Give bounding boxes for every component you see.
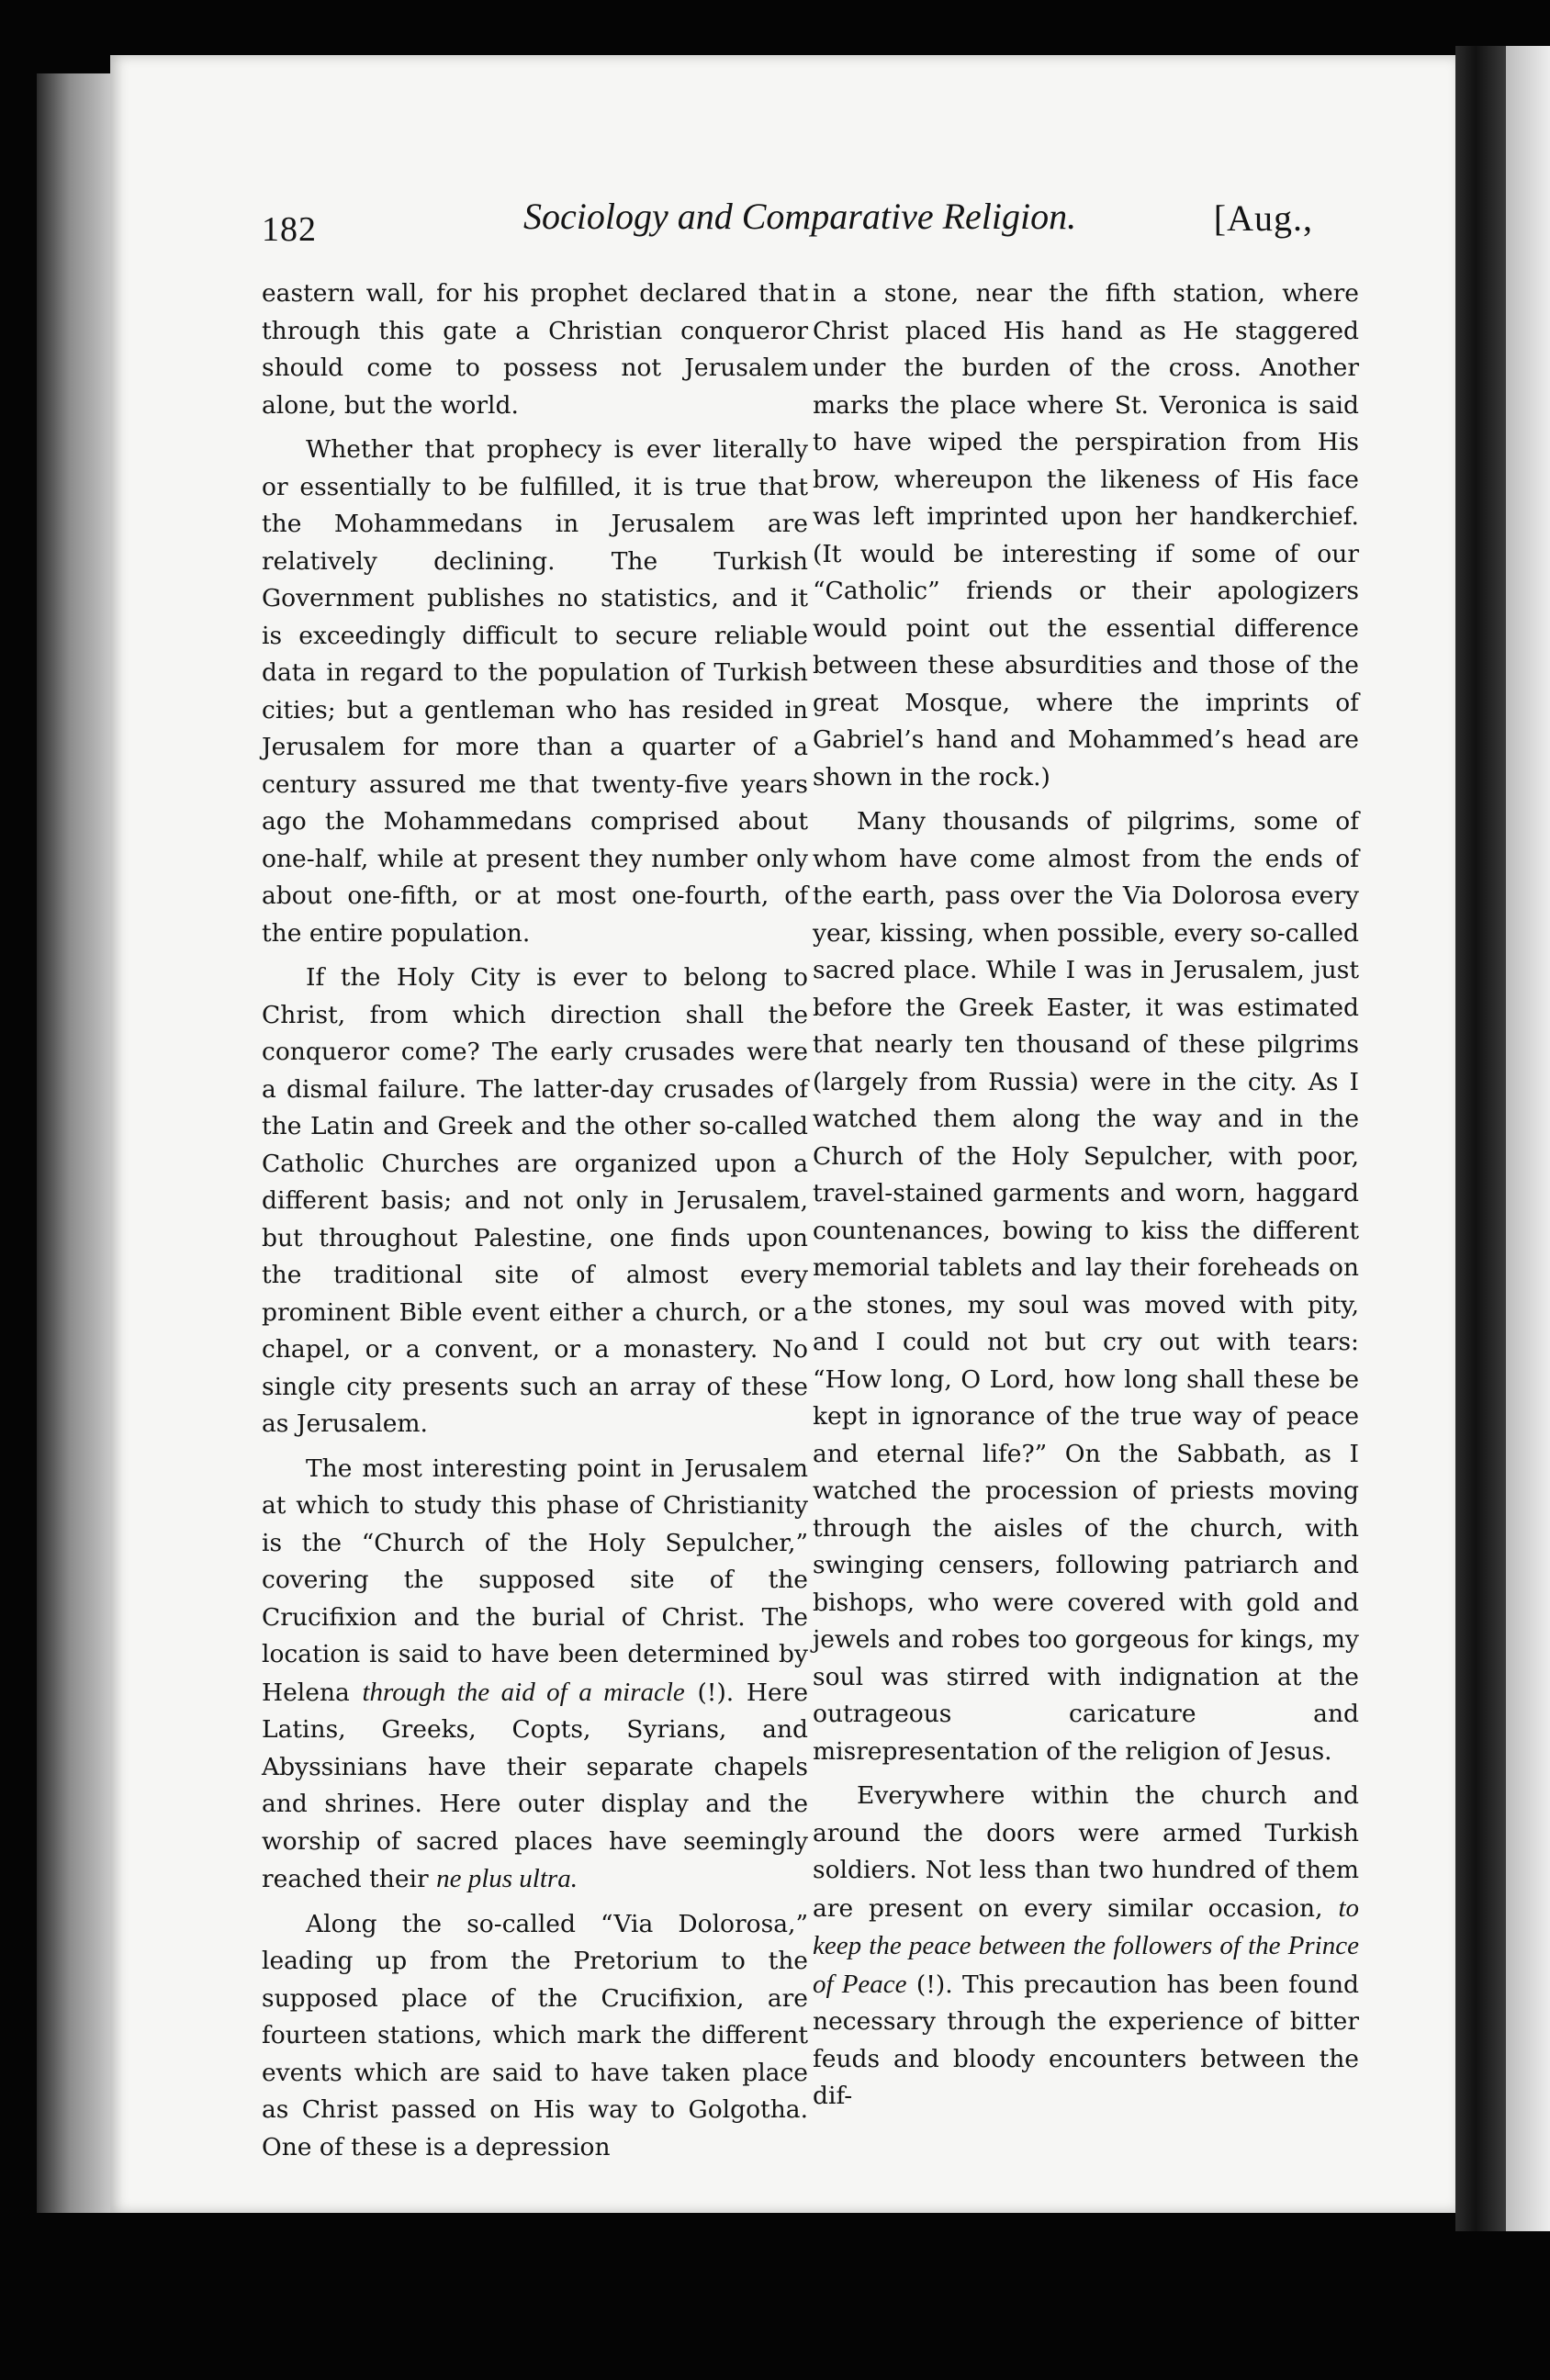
adjacent-page-edge <box>1506 46 1550 2231</box>
page-header <box>262 195 1322 259</box>
running-title: Sociology and Comparative Religion. <box>523 196 1077 237</box>
text-run: The most interesting point in Jerusalem at which to study this phase of Christianity is the “Church of the Holy Sepulcher,” covering the supposed site of the Crucifixion and the burial of Christ. The location is said to have been determined by Helena <box>262 1454 808 1707</box>
paragraph: Along the so-called “Via Dolorosa,” leading up from the Pretorium to the supposed place of the Crucifixion, are fourteen stations, which mark the different events which are said to have taken place as Christ passed on His way to Golgotha. One of these is a depression <box>262 1909 808 2161</box>
book-gutter <box>37 73 119 2213</box>
paragraph: Many thousands of pilgrims, some of whom have come almost from the ends of the earth, pass over the Via Dolorosa every year, kissing, when possible, every so-called sacred place. While I was in Jerusalem, just before the Greek Easter, it was estimated that nearly ten thousand of these pilgrims (largely from Russia) were in the city. As I watched them along the way and in the Church of the Holy Sepulcher, with poor, travel-stained garments and worn, haggard countenances, bowing to kiss the different memorial tablets and lay their foreheads on the stones, my soul was moved with pity, and I could not but cry out with tears: “How long, O Lord, how long shall these be kept in ignorance of the true way of peace and eternal life?” On the Sabbath, as I watched the procession of priests moving through the aisles of the church, with swinging censers, following patriarch and bishops, who were covered with gold and jewels and robes too gorgeous for kings, my soul was stirred with indignation at the outrageous caricature and misrepresentation of the religion of Jesus. <box>813 807 1359 1766</box>
page-number: 182 <box>262 210 317 249</box>
left-column <box>262 275 808 2173</box>
paragraph: eastern wall, for his prophet declared that through this gate a Christian conqueror should come to possess not Jerusalem alone, but the world. <box>262 279 808 420</box>
paragraph: If the Holy City is ever to belong to Christ, from which direction shall the conqueror come? The early crusades were a dismal failure. The latter-day crusades of the Latin and Greek and the other so-called Catholic Churches are organized upon a different basis; and not only in Jerusalem, but throughout Palestine, one finds upon the traditional site of almost every prominent Bible event either a church, or a chapel, or a convent, or a monastery. No single city presents such an array of these as Jerusalem. <box>262 963 808 1438</box>
book-spine-shadow <box>1455 46 1506 2231</box>
section-mark: [Aug., <box>1213 197 1313 239</box>
paragraph <box>813 1778 1359 2116</box>
italic-phrase: through the aid of a miracle <box>362 1677 685 1707</box>
text-run: Everywhere within the church and around the doors were armed Turkish soldiers. Not less than two hundred of them are present on every similar occasion, <box>813 1781 1359 1923</box>
paragraph: in a stone, near the fifth station, where Christ placed His hand as He staggered under the burden of the cross. Another marks the place where St. Veronica is said to have wiped the perspiration from His brow, whereupon the likeness of His face was left imprinted upon her handkerchief. (It would be interesting if some of our “Catholic” friends or their apologizers would point out the essential difference between these absurdities and those of the great Mosque, where the imprints of Gabriel’s hand and Mohammed’s head are shown in the rock.) <box>813 279 1359 791</box>
text-run: (!). This precaution has been found necessary through the experience of bitter feuds and bloody encounters between the dif- <box>813 1970 1359 2110</box>
paragraph: Whether that prophecy is ever literally or essentially to be fulfilled, it is true that the Mohammedans in Jerusalem are relatively declining. The Turkish Government publishes no statistics, and it is exceedingly difficult to secure reliable data in regard to the population of Turkish cities; but a gentleman who has resided in Jerusalem for more than a quarter of a century assured me that twenty-five years ago the Mohammedans comprised about one-half, while at present they number only about one-fifth, or at most one-fourth, of the entire population. <box>262 435 808 948</box>
italic-phrase: to keep the peace between the followers of the Prince of Peace <box>813 1892 1359 1999</box>
text-run: (!). Here Latins, Greeks, Copts, Syrians, and Abyssinians have their separate chapels and shrines. Here outer display and the worship of sacred places have seemingly reached their <box>262 1678 808 1893</box>
paragraph <box>262 1451 808 1899</box>
italic-phrase: ne plus ultra. <box>436 1864 578 1893</box>
right-column <box>813 275 1359 2123</box>
